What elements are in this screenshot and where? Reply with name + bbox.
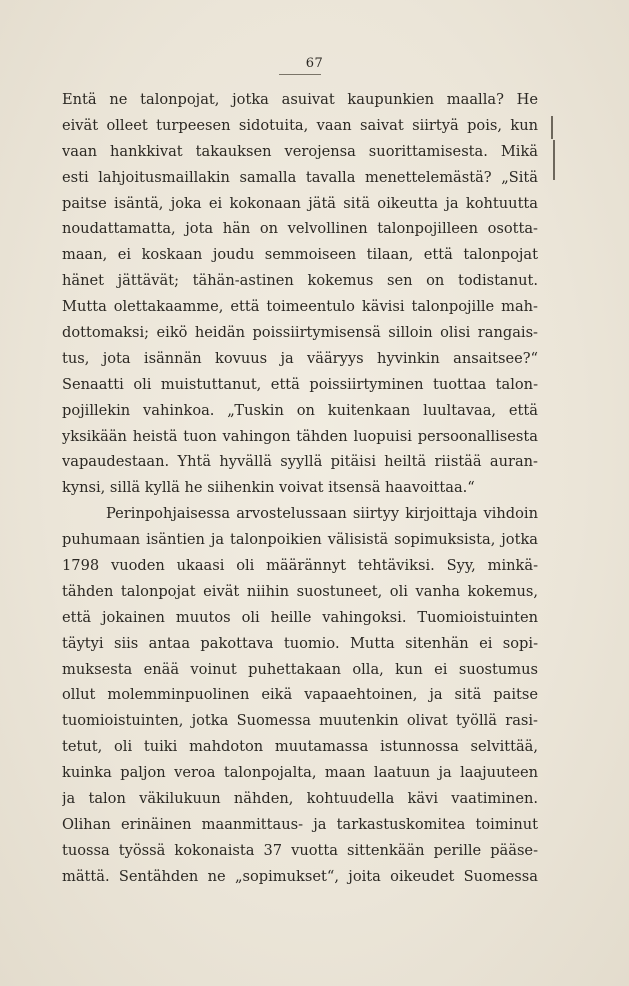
text-line: maan, ei koskaan joudu semmoiseen tilaan, että talonpojat — [62, 246, 538, 264]
text-line: dottomaksi; eikö heidän poissiirtymisensä silloin olisi rangais- — [62, 324, 538, 342]
text-line: hänet jättävät; tähän-astinen kokemus sen on todistanut. — [62, 272, 538, 290]
text-line: ollut molemminpuolinen eikä vapaaehtoinen, ja sitä paitse — [62, 686, 538, 704]
text-line: paitse isäntä, joka ei kokonaan jätä sitä oikeutta ja kohtuutta — [62, 194, 538, 212]
text-line: tuomioistuinten, jotka Suomessa muutenkin olivat työllä rasi- — [62, 712, 538, 730]
text-line: tuossa työssä kokonaista 37 vuotta sittenkään perille pääse- — [62, 841, 538, 859]
text-line: tetut, oli tuiki mahdoton muutamassa istunnossa selvittää, — [62, 738, 538, 756]
page-number-rule — [279, 74, 321, 75]
text-line: että jokainen muutos oli heille vahingoksi. Tuomioistuinten — [62, 608, 538, 626]
text-line: tähden talonpojat eivät niihin suostuneet, oli vanha kokemus, — [62, 582, 538, 600]
text-line: muksesta enää voinut puhettakaan olla, kun ei suostumus — [62, 660, 538, 678]
text-line: Olihan erinäinen maanmittaus- ja tarkastuskomitea toiminut — [62, 815, 538, 833]
text-line: mättä. Sentähden ne „sopimukset“, joita oikeudet Suomessa — [62, 867, 538, 885]
text-line: puhumaan isäntien ja talonpoikien välisistä sopimuksista, jotka — [62, 531, 538, 549]
text-line: täytyi siis antaa pakottava tuomio. Mutta sitenhän ei sopi- — [62, 634, 538, 652]
text-line: kynsi, sillä kyllä he siihenkin voivat itsensä haavoittaa.“ — [62, 479, 475, 497]
text-line: pojillekin vahinkoa. „Tuskin on kuitenkaan luultavaa, että — [62, 401, 538, 419]
text-line: esti lahjoitusmaillakin samalla tavalla menettelemästä? „Sitä — [62, 168, 538, 186]
text-line: vaan hankkivat takauksen verojensa suorittamisesta. Mikä — [62, 142, 538, 160]
text-line: tus, jota isännän kovuus ja vääryys hyvinkin ansaitsee?“ — [62, 349, 538, 367]
text-line: ja talon väkilukuun nähden, kohtuudella kävi vaatiminen. — [62, 790, 538, 808]
text-line: noudattamatta, jota hän on velvollinen talonpojilleen osotta- — [62, 220, 538, 238]
margin-pencil-mark — [553, 140, 555, 180]
text-line: yksikään heistä tuon vahingon tähden luopuisi persoonallisesta — [62, 427, 538, 445]
text-line: vapaudestaan. Yhtä hyvällä syyllä pitäisi heiltä riistää auran- — [62, 453, 538, 471]
text-line: eivät olleet turpeesen sidotuita, vaan saivat siirtyä pois, kun — [62, 116, 538, 134]
text-line: 1798 vuoden ukaasi oli määrännyt tehtäviksi. Syy, minkä- — [62, 557, 538, 575]
text-line: kuinka paljon veroa talonpojalta, maan laatuun ja laajuuteen — [62, 764, 538, 782]
text-line: Entä ne talonpojat, jotka asuivat kaupunkien maalla? He — [62, 91, 538, 108]
text-line: Senaatti oli muistuttanut, että poissiirtyminen tuottaa talon- — [62, 375, 538, 393]
text-line: Mutta olettakaamme, että toimeentulo kävisi talonpojille mah- — [62, 298, 538, 316]
page-number: 67 — [305, 56, 324, 71]
paragraph-first-line: Perinpohjaisessa arvostelussaan siirtyy kirjoittaja vihdoin — [106, 505, 538, 523]
margin-pencil-mark — [551, 116, 553, 139]
body-text — [62, 87, 538, 890]
